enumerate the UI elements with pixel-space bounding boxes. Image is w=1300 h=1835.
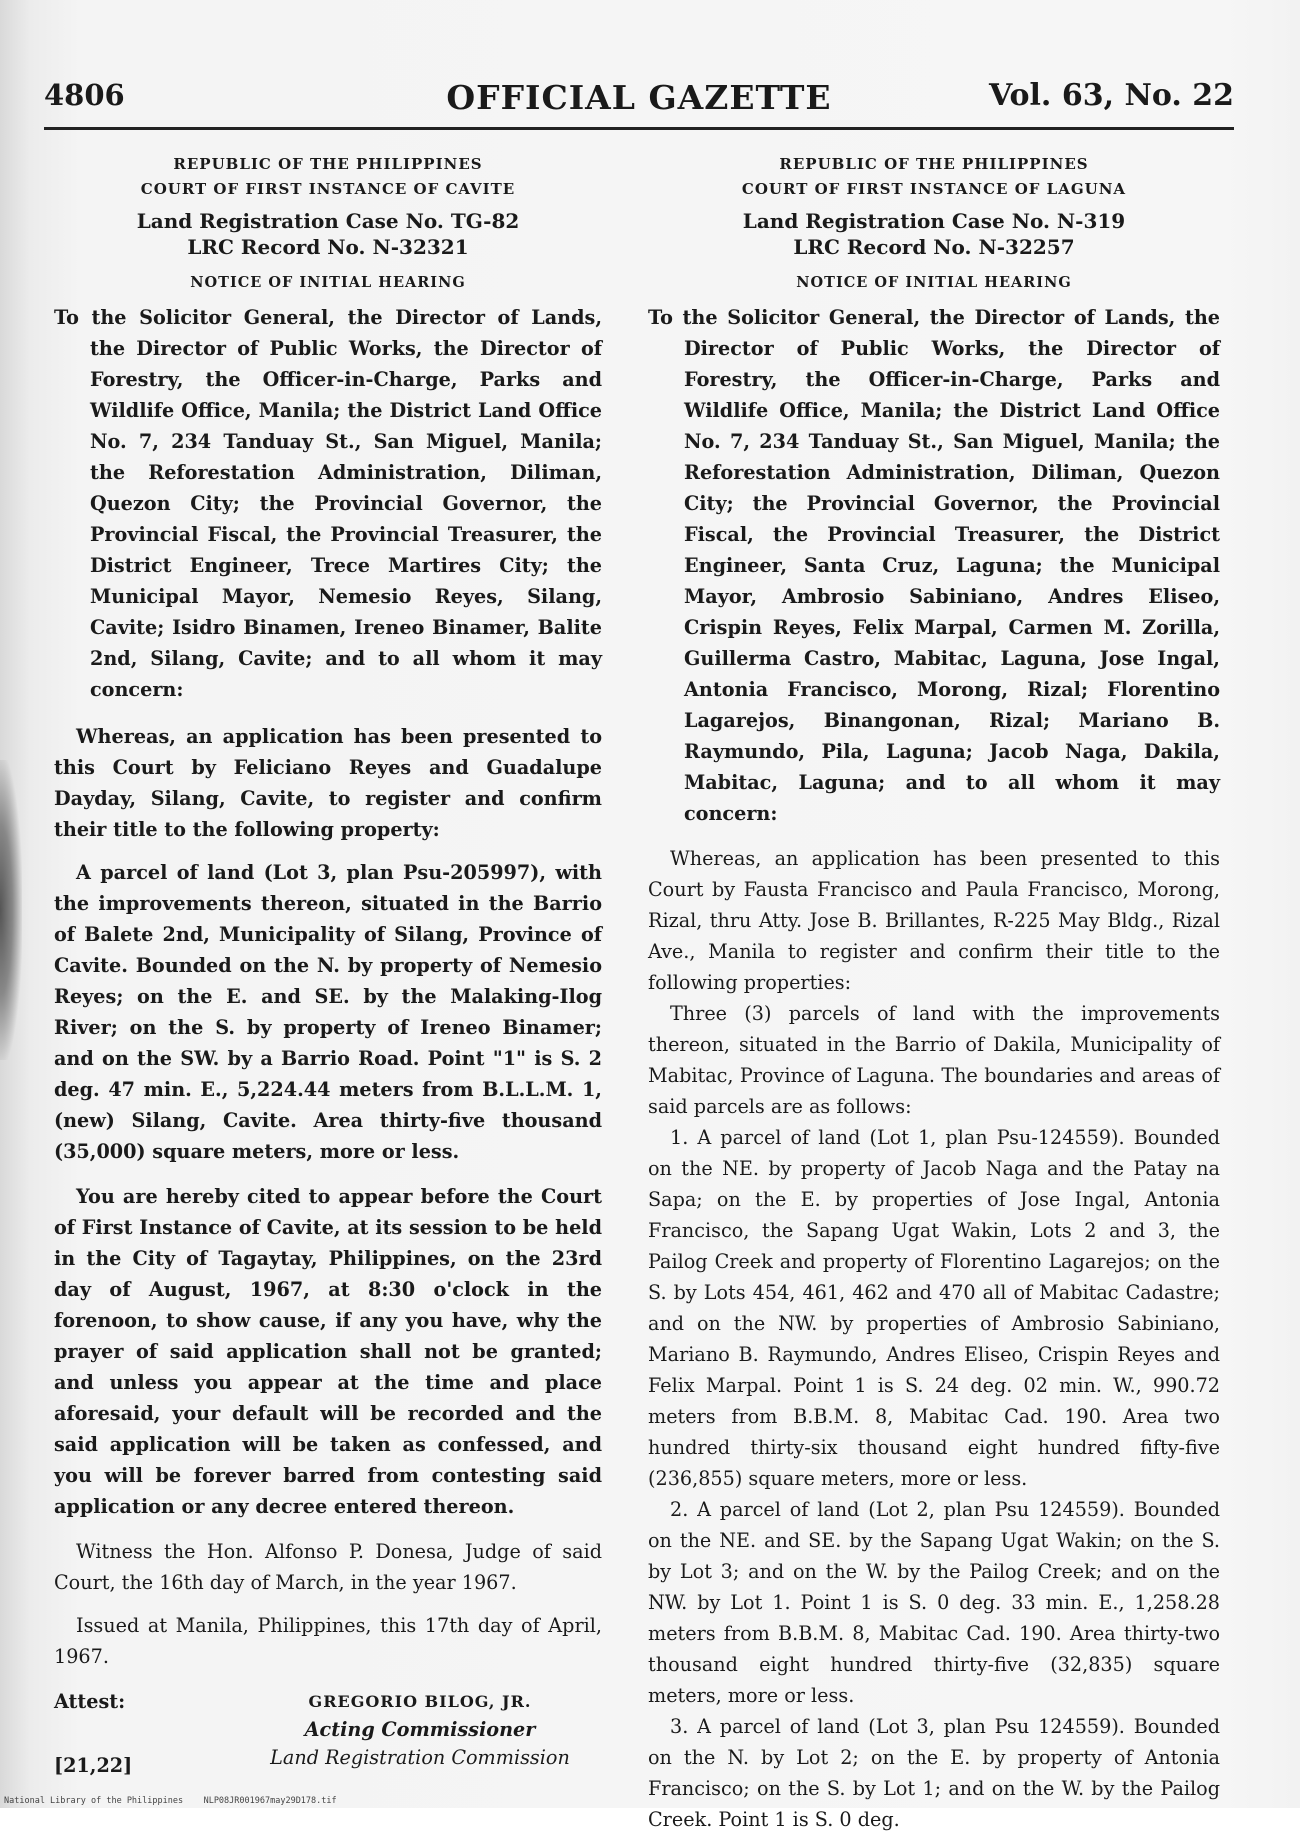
parcel-1: 1. A parcel of land (Lot 1, plan Psu-124559). Bounded on the NE. by property of Jacob Naga and the Patay na Sapa; on the E. by properties of Jose Ingal, Antonia Francisco, the Sapang Ugat Wakin, Lots 2 and 3, the Pailog Creek and property of Florentino Lagarejos; on the S. by Lots 454, 461, 462 and 470 all of Mabitac Cadastre; and on the NW. by properties of Ambrosio Sabiniano, Mariano B. Raymundo, Andres Eliseo, Crispin Reyes and Felix Marpal. Point 1 is S. 24 deg. 02 min. W., 990.72 meters from B.B.M. 8, Mabitac Cad. 190. Area two hundred thirty-six thousand eight hundred fifty-five (236,855) square meters, more or less.: [648, 1126, 1220, 1490]
court-republic: REPUBLIC OF THE PHILIPPINES: [173, 155, 483, 173]
signatory-title: Acting Commissioner: [304, 1718, 536, 1741]
header-rule: [44, 127, 1234, 130]
case-number: Land Registration Case No. N-319: [742, 209, 1126, 233]
right-column-notice: [648, 152, 1220, 1835]
whereas-paragraph: Whereas, an application has been presented to this Court by Fausta Francisco and Paula Francisco, Morong, Rizal, thru Atty. Jose B. Brillantes, R-225 May Bldg., Rizal Ave., Manila to register and confirm their title to the following properties:: [648, 847, 1220, 994]
parcel-description: A parcel of land (Lot 3, plan Psu-205997), with the improvements thereon, situated in the Barrio of Balete 2nd, Municipality of Silang, Province of Cavite. Bounded on the N. by property of Nemesio Reyes; on the E. and SE. by the Malaking-Ilog River; on the S. by property of Ireneo Binamer; and on the SW. by a Barrio Road. Point "1" is S. 2 deg. 47 min. E., 5,224.44 meters from B.L.L.M. 1, (new) Silang, Cavite. Area thirty-five thousand (35,000) square meters, more or less.: [54, 861, 602, 1163]
citation-paragraph: You are hereby cited to appear before the Court of First Instance of Cavite, at its session to be held in the City of Tagaytay, Philippines, on the 23rd day of August, 1967, at 8:30 o'clock in the forenoon, to show cause, if any you have, why the prayer of said application shall not be granted; and unless you appear at the time and place aforesaid, your default will be recorded and the said application will be taken as confessed, and you will be forever barred from contesting said application or any decree entered thereon.: [54, 1185, 602, 1518]
page-header: [44, 78, 1234, 128]
issue-reference: [21,22]: [54, 1754, 133, 1777]
signatory-name: GREGORIO BILOG, JR.: [308, 1692, 532, 1711]
scan-footer: National Library of the Philippines NLP08JR001967may29D178.tif: [4, 1796, 337, 1806]
publication-title: OFFICIAL GAZETTE: [446, 78, 832, 117]
case-number: Land Registration Case No. TG-82: [136, 209, 520, 233]
signatory-office: Land Registration Commission: [270, 1746, 570, 1769]
page-number: 4806: [44, 78, 125, 112]
witness-paragraph: Witness the Hon. Alfonso P. Donesa, Judge of said Court, the 16th day of March, in the year 1967.: [54, 1540, 602, 1594]
issued-paragraph: Issued at Manila, Philippines, this 17th day of April, 1967.: [54, 1614, 602, 1668]
parcels-intro: Three (3) parcels of land with the improvements thereon, situated in the Barrio of Dakila, Municipality of Mabitac, Province of Laguna. The boundaries and areas of said parcels are as follows:: [648, 1002, 1220, 1118]
volume-number: Vol. 63, No. 22: [989, 78, 1234, 113]
parcel-3: 3. A parcel of land (Lot 3, plan Psu 124559). Bounded on the N. by Lot 2; on the E. by property of Antonia Francisco; on the S. by Lot 1; and on the W. by the Pailog Creek. Point 1 is S. 0 deg.: [648, 1715, 1220, 1831]
left-column-notice: [54, 152, 602, 1816]
whereas-paragraph: Whereas, an application has been presented to this Court by Feliciano Reyes and Guadalupe Dayday, Silang, Cavite, to register and confirm their title to the following property:: [54, 725, 602, 841]
notice-heading: NOTICE OF INITIAL HEARING: [796, 274, 1072, 291]
addressees: To the Solicitor General, the Director of Lands, the Director of Public Works, the Director of Forestry, the Officer-in-Charge, Parks and Wildlife Office, Manila; the District Land Office No. 7, 234 Tanduay St., San Miguel, Manila; the Reforestation Administration, Diliman, Quezon City; the Provincial Governor, the Provincial Fiscal, the Provincial Treasurer, the District Engineer, Trece Martires City; the Municipal Mayor, Nemesio Reyes, Silang, Cavite; Isidro Binamen, Ireneo Binamer, Balite 2nd, Silang, Cavite; and to all whom it may concern:: [54, 306, 602, 701]
lrc-record: LRC Record No. N-32257: [793, 235, 1075, 259]
attest-label: Attest:: [54, 1690, 126, 1713]
binding-shadow: [0, 760, 22, 1060]
signature-block: [270, 1688, 570, 1772]
parcel-2: 2. A parcel of land (Lot 2, plan Psu 124559). Bounded on the NE. and SE. by the Sapang Ugat Wakin; on the S. by Lot 3; and on the W. by the Pailog Creek; and on the NW. by Lot 1. Point 1 is S. 0 deg. 33 min. E., 1,258.28 meters from B.B.M. 8, Mabitac Cad. 190. Area thirty-two thousand eight hundred thirty-five (32,835) square meters, more or less.: [648, 1498, 1220, 1707]
court-name: COURT OF FIRST INSTANCE OF CAVITE: [140, 180, 516, 198]
addressees: To the Solicitor General, the Director of Lands, the Director of Public Works, the Director of Forestry, the Officer-in-Charge, Parks and Wildlife Office, Manila; the District Land Office No. 7, 234 Tanduay St., San Miguel, Manila; the Reforestation Administration, Diliman, Quezon City; the Provincial Governor, the Provincial Fiscal, the Provincial Treasurer, the District Engineer, Santa Cruz, Laguna; the Municipal Mayor, Ambrosio Sabiniano, Andres Eliseo, Crispin Reyes, Felix Marpal, Carmen M. Zorilla, Guillerma Castro, Mabitac, Laguna, Jose Ingal, Antonia Francisco, Morong, Rizal; Florentino Lagarejos, Binangonan, Rizal; Mariano B. Raymundo, Pila, Laguna; Jacob Naga, Dakila, Mabitac, Laguna; and to all whom it may concern:: [648, 306, 1220, 825]
court-republic: REPUBLIC OF THE PHILIPPINES: [779, 155, 1089, 173]
notice-heading: NOTICE OF INITIAL HEARING: [190, 274, 466, 291]
court-name: COURT OF FIRST INSTANCE OF LAGUNA: [741, 180, 1127, 198]
lrc-record: LRC Record No. N-32321: [187, 235, 469, 259]
